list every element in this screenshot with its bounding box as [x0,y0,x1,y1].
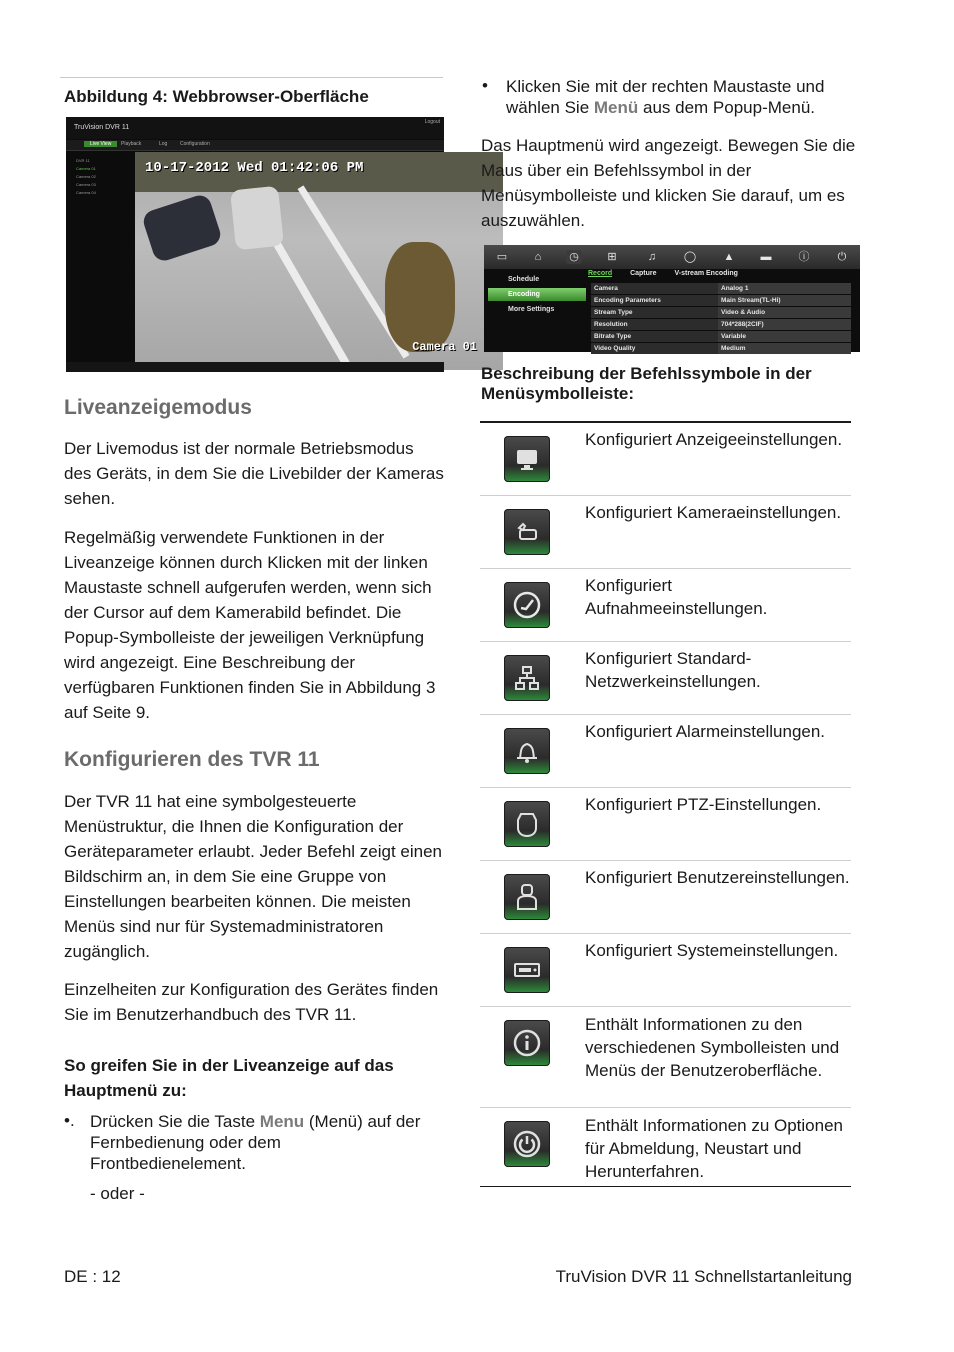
figure-rule [60,77,443,78]
section-heading-config: Konfigurieren des TVR 11 [64,748,320,771]
bullet-item [90,1111,440,1174]
menu-tab-record: Record [588,270,613,277]
webui-tree-item: Camera 01 [76,166,96,171]
menu-row [591,319,853,330]
menu-tab-vstream: V-stream Encoding [674,270,738,277]
section-heading-live: Liveanzeigemodus [64,396,252,419]
tree-shadow [385,242,455,352]
webui-tree-item: Camera 04 [76,190,96,195]
menu-row-key: Camera [591,283,718,294]
row-separator [480,641,851,642]
bullet-dot: • [482,76,488,95]
gauge-icon [504,582,550,628]
network-icon: ⊞ [607,251,617,263]
webui-logo: TruVision DVR 11 [74,124,130,131]
menu-side-more: More Settings [508,306,555,313]
monitor-icon [504,436,550,482]
menu-row-key: Encoding Parameters [591,295,718,306]
menu-row [591,331,853,342]
network-icon [504,655,550,701]
monitor-icon: ▭ [496,251,508,263]
bell-icon: ♫ [647,251,657,263]
paragraph: Einzelheiten zur Konfiguration des Gerätes finden Sie im Benutzerhandbuch des TVR 11. [64,980,439,1024]
hdd-icon: ▬ [760,251,772,263]
menu-row [591,295,853,306]
row-separator [480,860,851,861]
row-separator [480,933,851,934]
menu-sidebar [488,273,586,318]
icon-description: Konfiguriert PTZ-Einstellungen. [585,795,822,814]
webui-logout: Logout [424,119,440,125]
webui-tree-item: Camera 02 [76,174,96,179]
menu-settings-rows [591,283,853,355]
procedure-heading: So greifen Sie in der Liveanzeige auf das Hauptmenü zu: [64,1056,394,1100]
main-menu-screenshot [484,245,860,352]
webui-nav [66,140,444,151]
power-icon [504,1121,550,1167]
menu-row-key: Resolution [591,319,718,330]
figure-caption: Abbildung 4: Webbrowser-Oberfläche [64,87,369,106]
user-icon: ▲ [723,251,735,263]
row-separator [480,1107,851,1108]
menu-tabs [588,270,754,277]
row-separator [480,568,851,569]
icon-description: Konfiguriert Alarmeinstellungen. [585,722,826,741]
bullet-text: (Menü) auf der Fernbedienung oder dem Frontbedienelement. [90,1112,421,1173]
webui-tree-item: Camera 03 [76,182,96,187]
icon-description: Konfiguriert Standard-Netzwerkeinstellungen. [585,649,761,691]
bullet-text: aus dem Popup-Menü. [638,98,815,117]
menu-row [591,307,853,318]
icon-description: Konfiguriert Systemeinstellungen. [585,941,839,960]
bullet-text: Klicken Sie mit der rechten Maustaste und wählen Sie [506,77,825,117]
webui-tree-root: DVR 11 [76,158,90,163]
webui-camera-tree [76,157,96,197]
icon-description: Enthält Informationen zu Optionen für Abmeldung, Neustart und Herunterfahren. [585,1116,843,1181]
menu-row [591,343,853,354]
webui-video-view [135,152,503,370]
paragraph: Das Hauptmenü wird angezeigt. Bewegen Sie die Maus über ein Befehlssymbol in der Menüsymbolleiste und klicken Sie darauf, um es auszuwählen. [481,136,856,230]
hdd-icon [504,947,550,993]
bullet-item [506,76,856,118]
footer-doc-title: TruVision DVR 11 Schnellstartanleitung [555,1267,852,1286]
camera-icon: ⌂ [534,251,542,263]
ptz-dome-icon [504,801,550,847]
bullet-dot: •. [64,1111,75,1130]
video-timestamp: 10-17-2012 Wed 01:42:06 PM [145,160,364,176]
icon-description: Konfiguriert Aufnahmeeinstellungen. [585,576,768,618]
menu-row-value: Analog 1 [718,283,851,294]
power-icon: ⏻ [837,251,847,263]
menu-row-value: Variable [718,331,851,342]
menu-row [591,283,853,294]
paragraph: Der TVR 11 hat eine symbolgesteuerte Menüstruktur, die Ihnen die Konfiguration der Geräteparameter erlaubt. Jeder Befehl zeigt einen Bildschirm an, in dem Sie eine Gruppe von Einstellungen bearbeiten können. Die meisten Menüs sind nur für Systemadministratoren zugänglich. [64,792,443,961]
menu-row-value: Video & Audio [718,307,851,318]
icon-description: Enthält Informationen zu den verschiedenen Symbolleisten und Menüs der Benutzeroberfläche. [585,1015,840,1080]
camera-icon [504,509,550,555]
footer-page-number: DE : 12 [64,1267,121,1286]
webui-tab-live: Live View [84,141,117,147]
user-icon [504,874,550,920]
row-separator [480,787,851,788]
menu-row-value: Medium [718,343,851,354]
icon-description: Konfiguriert Kameraeinstellungen. [585,503,842,522]
paragraph: Der Livemodus ist der normale Betriebsmodus des Geräts, in dem Sie die Livebilder der Kameras sehen. [64,439,444,508]
row-separator [480,1006,851,1007]
dark-car [141,192,224,263]
menu-row-value: Main Stream(TL-Hi) [718,295,851,306]
paragraph: Regelmäßig verwendete Funktionen in der Liveanzeige können durch Klicken mit der linken Maustaste schnell aufgerufen werden, wenn sich der Cursor auf dem Kamerabild befindet. Die Popup-Symbolleiste der jeweiligen Verknüpfung wird angezeigt. Eine Beschreibung der verfügbaren Funktionen finden Sie in Abbildung 3 auf Seite 9. [64,528,436,722]
row-separator [480,495,851,496]
menu-row-key: Stream Type [591,307,718,318]
menu-side-encoding: Encoding [488,288,586,301]
bullet-text: Drücken Sie die Taste [90,1112,260,1131]
video-camera-label: Camera 01 [412,340,477,354]
row-separator [480,714,851,715]
menu-key: Menü [593,98,639,117]
webbrowser-screenshot [66,117,477,372]
menu-tab-capture: Capture [630,270,657,277]
icon-description: Konfiguriert Benutzereinstellungen. [585,868,850,887]
menu-row-key: Bitrate Type [591,331,718,342]
menu-side-schedule: Schedule [508,276,540,283]
webui-bottombar [66,362,444,372]
info-icon: ⓘ [798,251,810,263]
webui-topbar [66,117,444,139]
table-heading: Beschreibung der Befehlssymbole in der Menüsymbolleiste: [481,364,812,403]
gauge-icon: ◷ [566,250,582,264]
icon-description: Konfiguriert Anzeigeeinstellungen. [585,430,843,449]
webui-tab-playback: Playback [121,141,142,147]
menu-row-key: Video Quality [591,343,718,354]
menu-key: Menu [259,1112,305,1131]
bell-icon [504,728,550,774]
webui-tab-config: Configuration [180,141,210,147]
ptz-dome-icon: ◯ [683,251,697,263]
menu-row-value: 704*288(2CIF) [718,319,851,330]
webui-tab-log: Log [159,141,168,147]
white-car [230,186,284,251]
info-icon [504,1020,550,1066]
oder-separator: - oder - [90,1184,145,1203]
table-top-rule [480,421,851,423]
table-bottom-rule [480,1186,851,1187]
menu-icon-bar [484,245,860,269]
